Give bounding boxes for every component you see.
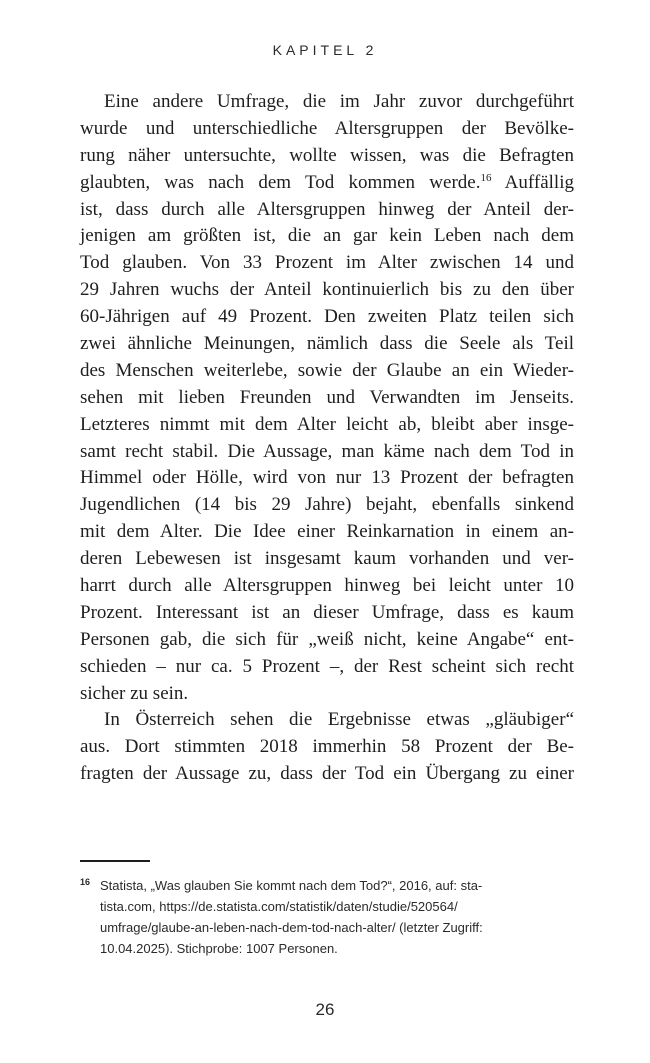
text-line: wurde und unterschiedliche Altersgruppen der Bevölke- xyxy=(80,117,574,139)
text-line: aus. Dort stimmten 2018 immerhin 58 Prozent der Be- xyxy=(80,736,574,758)
footnote xyxy=(80,875,574,959)
text-line: Tod glauben. Von 33 Prozent im Alter zwischen 14 und xyxy=(80,252,574,274)
text-line: samt recht stabil. Die Aussage, man käme nach dem Tod in xyxy=(80,440,574,462)
footnote-text xyxy=(100,875,574,959)
text-line: fragten der Aussage zu, dass der Tod ein Übergang zu einer xyxy=(80,763,574,785)
text-line: In Österreich sehen die Ergebnisse etwas „gläubiger“ xyxy=(104,709,574,731)
page-number: 26 xyxy=(315,1000,335,1019)
body-text xyxy=(80,89,574,788)
text-line: zwei ähnliche Meinungen, nämlich dass die Seele als Teil xyxy=(80,333,574,355)
running-head: KAPITEL 2 xyxy=(272,42,378,58)
footnote-line: Statista, „Was glauben Sie kommt nach dem Tod?“, 2016, auf: sta- xyxy=(100,878,483,893)
text-line: glaubten, was nach dem Tod kommen werde.$^{16}$ Auffällig xyxy=(80,171,574,193)
text-line: des Menschen weiterlebe, sowie der Glaube an ein Wieder- xyxy=(80,359,574,381)
text-line: sicher zu sein. xyxy=(80,682,189,704)
footnote-reference[interactable]: 16 xyxy=(480,171,492,184)
text-line: Eine andere Umfrage, die im Jahr zuvor durchgeführt xyxy=(104,91,574,112)
text-line: mit dem Alter. Die Idee einer Reinkarnation in einem an- xyxy=(80,521,574,543)
text-line: schieden – nur ca. 5 Prozent –, der Rest scheint sich recht xyxy=(80,655,574,677)
text-line: Jugendlichen (14 bis 29 Jahre) bejaht, ebenfalls sinkend xyxy=(80,494,574,516)
text-line: 60-Jährigen auf 49 Prozent. Den zweiten Platz teilen sich xyxy=(80,306,574,328)
text-line: ist, dass durch alle Altersgruppen hinweg der Anteil der- xyxy=(80,198,574,220)
text-line: 29 Jahren wuchs der Anteil kontinuierlich bis zu den über xyxy=(80,279,574,301)
text-line: Letzteres nimmt mit dem Alter leicht ab, bleibt aber insge- xyxy=(80,413,574,435)
footnote-divider xyxy=(80,860,150,862)
footnote-line: tista.com, https://de.statista.com/statistik/daten/studie/520564/ xyxy=(100,899,458,914)
footnote-line: 10.04.2025). Stichprobe: 1007 Personen. xyxy=(100,941,338,956)
text-line: Prozent. Interessant ist an dieser Umfrage, dass es kaum xyxy=(80,601,574,623)
text-line: jenigen am größten ist, die an gar kein Leben nach dem xyxy=(80,225,574,247)
text-line: Personen gab, die sich für „weiß nicht, keine Angabe“ ent- xyxy=(80,628,574,650)
footnote-marker: 16 xyxy=(80,877,91,887)
text-line: Himmel oder Hölle, wird von nur 13 Prozent der befragten xyxy=(80,467,574,489)
footnote-line: umfrage/glaube-an-leben-nach-dem-tod-nach-alter/ (letzter Zugriff: xyxy=(100,920,483,935)
text-line: sehen mit lieben Freunden und Verwandten im Jenseits. xyxy=(80,386,574,408)
text-line: harrt durch alle Altersgruppen hinweg bei leicht unter 10 xyxy=(80,575,574,597)
text-line: deren Lebewesen ist insgesamt kaum vorhanden und ver- xyxy=(80,548,574,570)
text-line: rung näher untersuchte, wollte wissen, was die Befragten xyxy=(80,144,574,166)
